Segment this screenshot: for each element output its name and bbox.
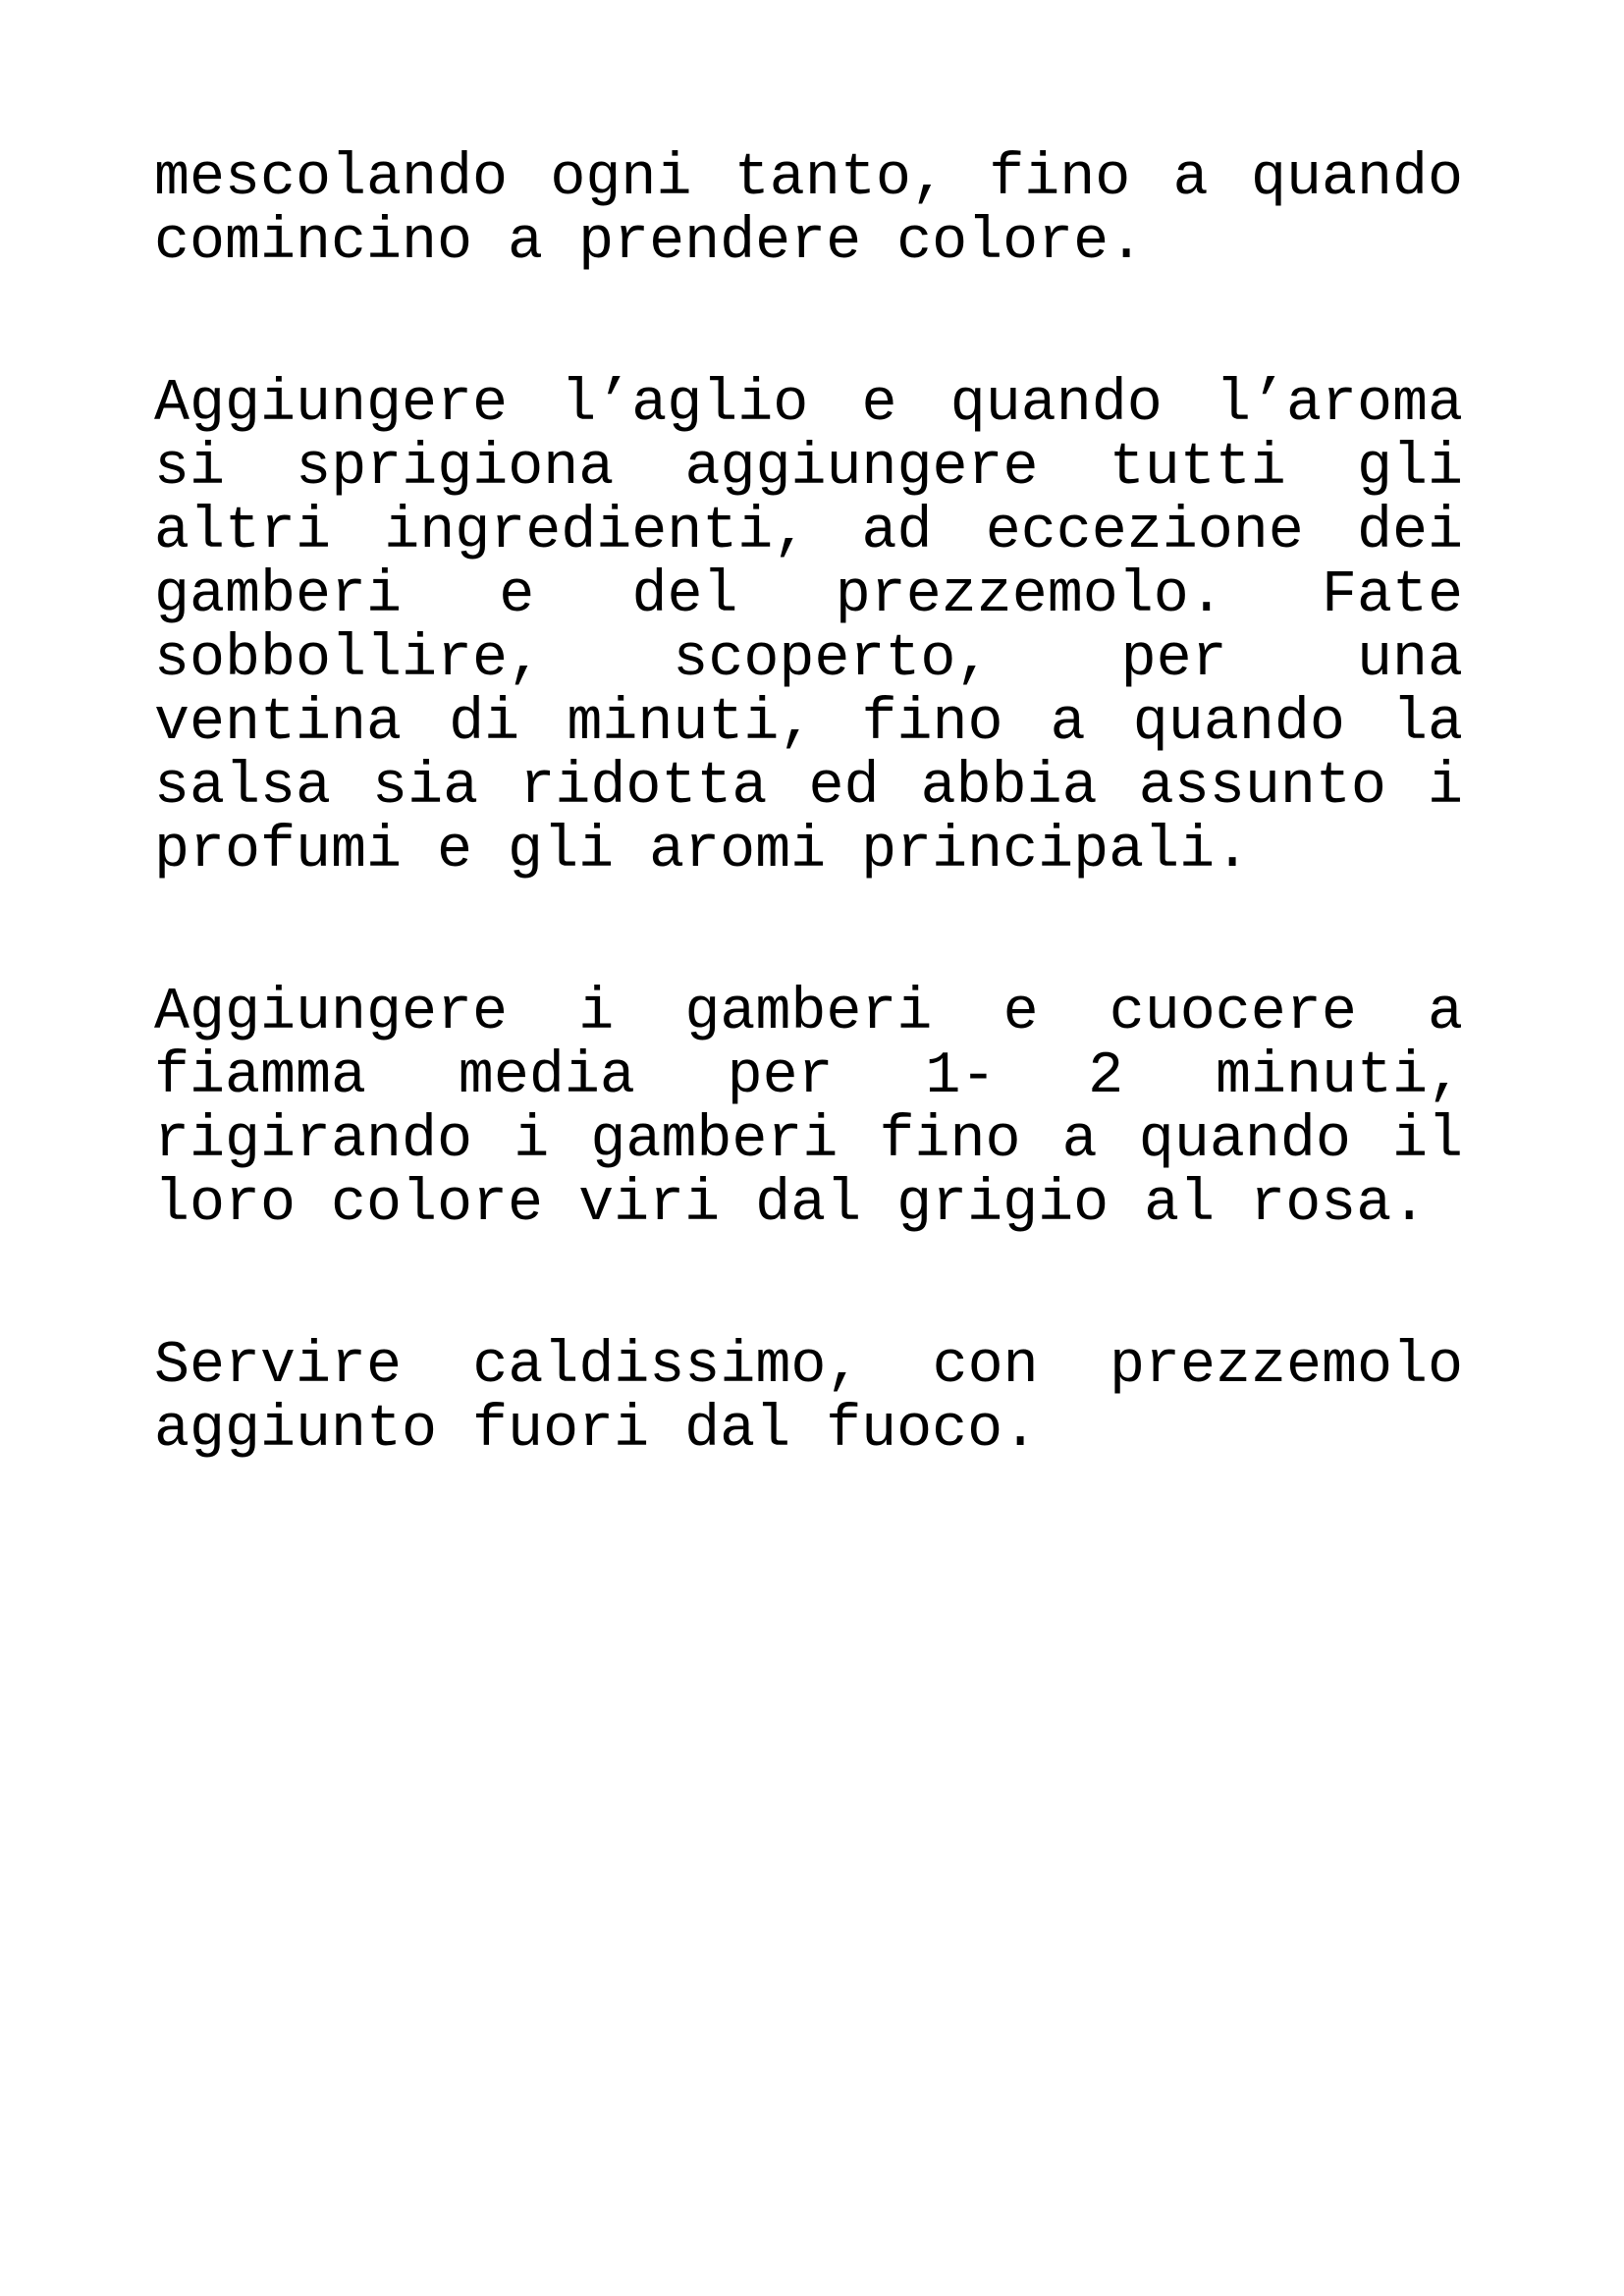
paragraph (154, 373, 1463, 883)
text-line: Aggiungere l’aglio e quando l’aroma (154, 371, 1463, 438)
text-line: loro colore viri dal grigio al rosa. (154, 1171, 1428, 1238)
text-line: rigirando i gamberi fino a quando il (154, 1107, 1463, 1174)
paragraph (154, 1335, 1463, 1463)
text-line: salsa sia ridotta ed abbia assunto i (154, 754, 1463, 821)
text-line: comincino a prendere colore. (154, 209, 1145, 276)
text-line: ventina di minuti, fino a quando la (154, 690, 1463, 757)
text-line: Aggiungere i gamberi e cuocere a (154, 980, 1463, 1046)
text-line: gamberi e del prezzemolo. Fate (154, 562, 1463, 629)
text-line: mescolando ogni tanto, fino a quando (154, 145, 1463, 212)
document-text-block (154, 147, 1463, 1561)
paragraph (154, 982, 1463, 1237)
text-line: profumi e gli aromi principali. (154, 818, 1251, 884)
paragraph (154, 147, 1463, 275)
text-line: aggiunto fuori dal fuoco. (154, 1397, 1039, 1464)
text-line: sobbollire, scoperto, per una (154, 626, 1463, 693)
text-line: altri ingredienti, ad eccezione dei (154, 499, 1463, 565)
text-line: Servire caldissimo, con prezzemolo (154, 1333, 1463, 1400)
text-line: si sprigiona aggiungere tutti gli (154, 435, 1463, 502)
text-line: fiamma media per 1- 2 minuti, (154, 1043, 1463, 1110)
